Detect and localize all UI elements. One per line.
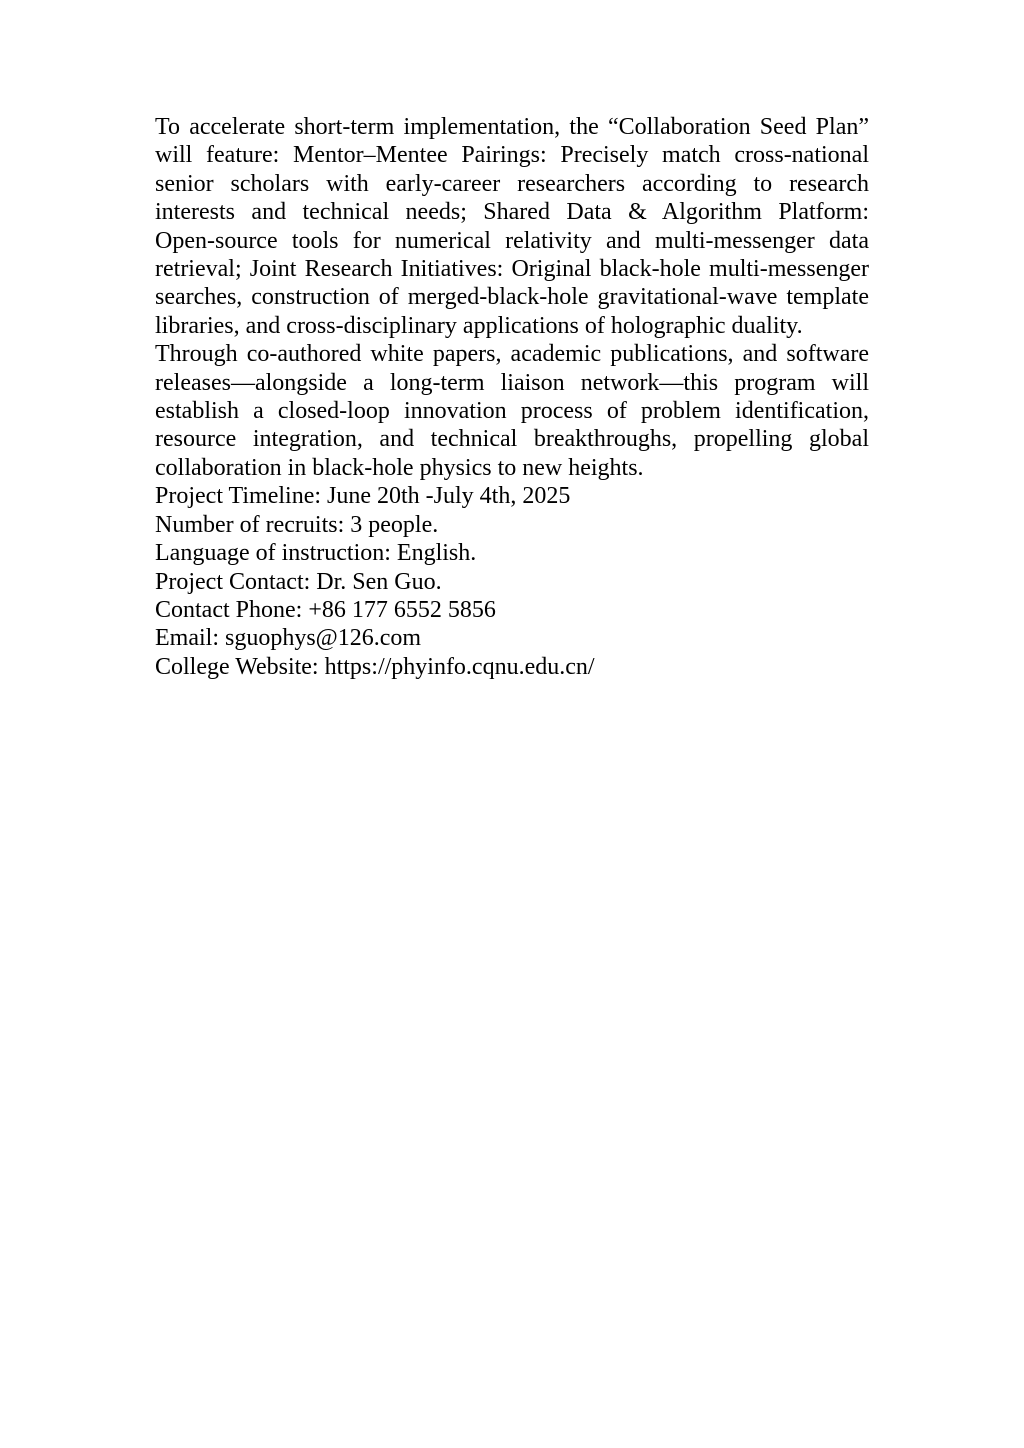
text-line: collaboration in black-hole physics to new heights.: [155, 454, 644, 481]
text-block: [0, 0, 1024, 681]
text-line: resource integration, and technical breakthroughs, propelling global: [155, 426, 869, 453]
detail-language-of-instruction: Language of instruction: English.: [155, 540, 477, 567]
text-line: retrieval; Joint Research Initiatives: Original black-hole multi-messenger: [155, 256, 869, 283]
text-line: Through co-authored white papers, academic publications, and software: [155, 341, 869, 368]
text-line: To accelerate short-term implementation, the “Collaboration Seed Plan”: [155, 114, 869, 140]
detail-number-of-recruits: Number of recruits: 3 people.: [155, 511, 439, 538]
detail-project-timeline: Project Timeline: June 20th -July 4th, 2025: [155, 483, 571, 510]
text-line: Open-source tools for numerical relativity and multi-messenger data: [155, 227, 869, 254]
text-line: releases—alongside a long-term liaison network—this program will: [155, 369, 869, 396]
text-line: libraries, and cross-disciplinary applications of holographic duality.: [155, 312, 803, 339]
detail-contact-phone: Contact Phone: +86 177 6552 5856: [155, 596, 496, 623]
text-line: senior scholars with early-career researchers according to research: [155, 170, 869, 197]
paragraph-program-impact: [155, 340, 869, 482]
text-line: will feature: Mentor–Mentee Pairings: Precisely match cross-national: [155, 142, 869, 169]
paragraph-seed-plan: [155, 113, 869, 340]
text-line: interests and technical needs; Shared Data & Algorithm Platform:: [155, 199, 869, 226]
text-line: establish a closed-loop innovation process of problem identification,: [155, 398, 869, 425]
detail-college-website: College Website: https://phyinfo.cqnu.edu.cn/: [155, 653, 595, 680]
text-line: searches, construction of merged-black-hole gravitational-wave template: [155, 284, 869, 311]
project-details: [155, 482, 869, 681]
detail-email: Email: sguophys@126.com: [155, 625, 422, 652]
detail-project-contact: Project Contact: Dr. Sen Guo.: [155, 568, 442, 595]
